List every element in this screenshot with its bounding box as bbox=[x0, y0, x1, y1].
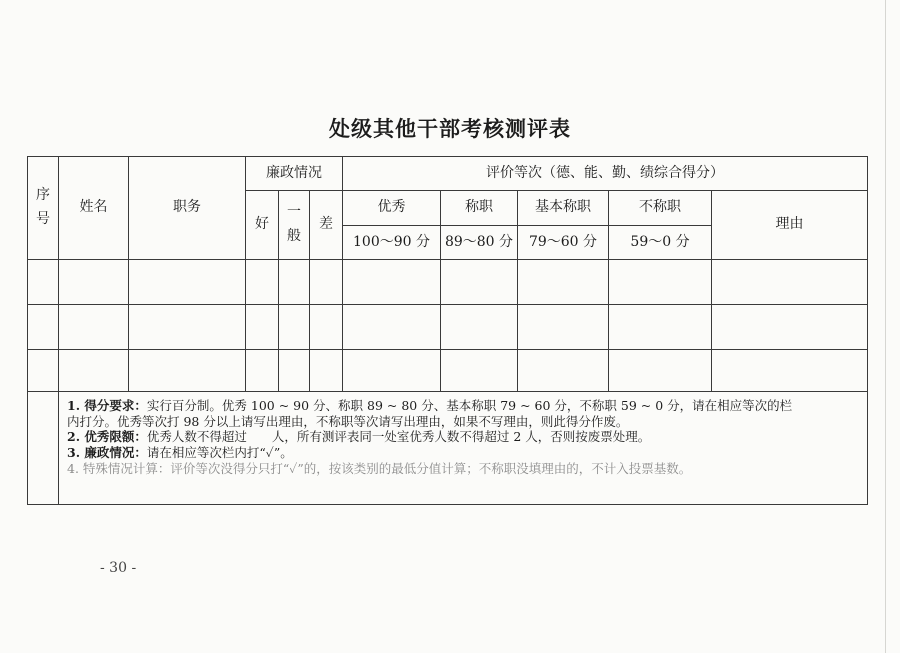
cell-integrity-average[interactable] bbox=[279, 305, 310, 350]
cell-name[interactable] bbox=[59, 305, 129, 350]
range-competent: 89～80 分 bbox=[441, 226, 518, 260]
cell-seq[interactable] bbox=[28, 260, 59, 305]
cell-reason[interactable] bbox=[712, 350, 868, 392]
header-reason: 理由 bbox=[712, 191, 868, 260]
cell-excellent[interactable] bbox=[343, 260, 441, 305]
page-edge bbox=[885, 0, 886, 653]
cell-basic[interactable] bbox=[518, 260, 609, 305]
cell-integrity-good[interactable] bbox=[246, 260, 279, 305]
cell-competent[interactable] bbox=[441, 305, 518, 350]
cell-integrity-good[interactable] bbox=[246, 305, 279, 350]
cell-excellent[interactable] bbox=[343, 305, 441, 350]
header-excellent: 优秀 bbox=[343, 191, 441, 226]
header-integrity: 廉政情况 bbox=[246, 157, 343, 191]
header-integrity-poor: 差 bbox=[310, 191, 343, 260]
cell-incompetent[interactable] bbox=[609, 350, 712, 392]
note-2: 2. 优秀限额：优秀人数不得超过 人，所有测评表同一处室优秀人数不得超过 2 人，否则按废票处理。 bbox=[67, 429, 651, 445]
cell-reason[interactable] bbox=[712, 260, 868, 305]
table-row bbox=[28, 350, 868, 392]
notes-section bbox=[59, 392, 868, 505]
cell-position[interactable] bbox=[129, 305, 246, 350]
header-seq: 序号 bbox=[28, 157, 59, 260]
note-3: 3. 廉政情况：请在相应等次栏内打“✓”。 bbox=[67, 444, 293, 460]
cell-integrity-poor[interactable] bbox=[310, 305, 343, 350]
cell-basic[interactable] bbox=[518, 305, 609, 350]
cell-name[interactable] bbox=[59, 350, 129, 392]
cell-integrity-average[interactable] bbox=[279, 350, 310, 392]
page-number: - 30 - bbox=[100, 560, 137, 576]
note-1: 1. 得分要求：实行百分制。优秀 100 ~ 90 分、称职 89 ~ 80 分、基本称职 79 ~ 60 分，不称职 59 ~ 0 分，请在相应等次的栏 bbox=[67, 398, 793, 413]
header-basic: 基本称职 bbox=[518, 191, 609, 226]
cell-seq[interactable] bbox=[28, 350, 59, 392]
cell-integrity-good[interactable] bbox=[246, 350, 279, 392]
cell-basic[interactable] bbox=[518, 350, 609, 392]
range-basic: 79～60 分 bbox=[518, 226, 609, 260]
note-4: 4. 特殊情况计算：评价等次没得分只打“✓”的，按该类别的最低分值计算；不称职没填理由的，不计入投票基数。 bbox=[67, 460, 692, 476]
cell-excellent[interactable] bbox=[343, 350, 441, 392]
range-incompetent: 59～0 分 bbox=[609, 226, 712, 260]
evaluation-table bbox=[27, 156, 868, 505]
cell-competent[interactable] bbox=[441, 350, 518, 392]
cell-incompetent[interactable] bbox=[609, 305, 712, 350]
cell-position[interactable] bbox=[129, 260, 246, 305]
table-row bbox=[28, 260, 868, 305]
cell-integrity-average[interactable] bbox=[279, 260, 310, 305]
cell-incompetent[interactable] bbox=[609, 260, 712, 305]
table-row bbox=[28, 305, 868, 350]
cell-integrity-poor[interactable] bbox=[310, 260, 343, 305]
header-integrity-average: 一般 bbox=[279, 191, 310, 260]
notes-blank-cell bbox=[28, 392, 59, 505]
cell-integrity-poor[interactable] bbox=[310, 350, 343, 392]
cell-position[interactable] bbox=[129, 350, 246, 392]
header-incompetent: 不称职 bbox=[609, 191, 712, 226]
cell-competent[interactable] bbox=[441, 260, 518, 305]
header-competent: 称职 bbox=[441, 191, 518, 226]
header-rating: 评价等次（德、能、勤、绩综合得分） bbox=[343, 157, 868, 191]
cell-reason[interactable] bbox=[712, 305, 868, 350]
header-position: 职务 bbox=[129, 157, 246, 260]
form-title: 处级其他干部考核测评表 bbox=[329, 116, 571, 141]
header-name: 姓名 bbox=[59, 157, 129, 260]
cell-seq[interactable] bbox=[28, 305, 59, 350]
note-1-continued: 内打分。优秀等次打 98 分以上请写出理由，不称职等次请写出理由，如果不写理由，则此得分作废。 bbox=[67, 413, 629, 429]
cell-name[interactable] bbox=[59, 260, 129, 305]
header-integrity-good: 好 bbox=[246, 191, 279, 260]
range-excellent: 100～90 分 bbox=[343, 226, 441, 260]
